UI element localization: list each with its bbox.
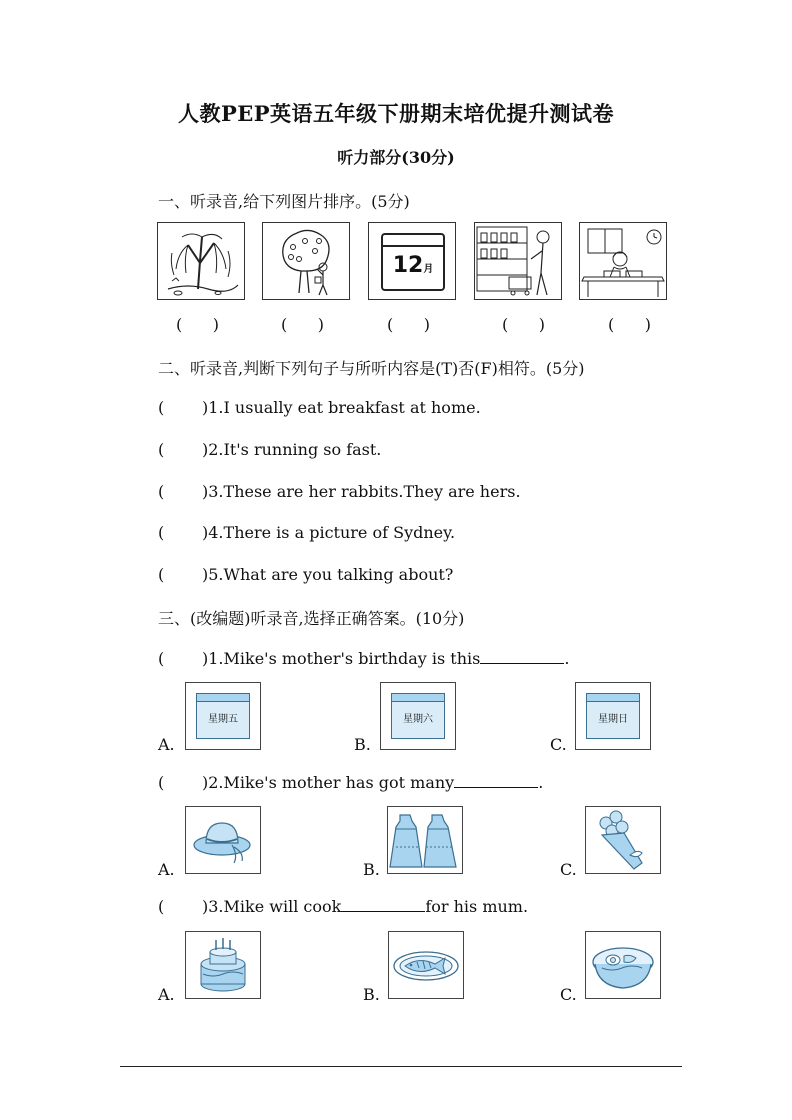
- dresses-icon: [388, 807, 462, 873]
- page-title: 人教PEP英语五年级下册期末培优提升测试卷: [177, 101, 615, 126]
- q2-option-c-letter[interactable]: C.: [560, 860, 577, 879]
- q1-option-a-picture[interactable]: [185, 682, 261, 750]
- hat-icon: [186, 807, 260, 873]
- fill-blank[interactable]: [341, 897, 425, 912]
- calendar-label: 星期日: [598, 714, 628, 725]
- fill-blank[interactable]: [480, 649, 564, 664]
- q1-option-a-letter[interactable]: A.: [158, 735, 175, 754]
- tf-sentence-5: )5.What are you talking about?: [202, 565, 454, 584]
- section2-heading: 二、听录音,判断下列句子与所听内容是(T)否(F)相符。(5分): [158, 359, 585, 378]
- calendar-label: 星期五: [208, 714, 238, 725]
- supermarket-icon: [475, 223, 561, 299]
- q3-option-c-letter[interactable]: C.: [560, 985, 577, 1004]
- answer-paren-open[interactable]: (: [158, 897, 165, 916]
- answer-paren-open[interactable]: (: [158, 565, 165, 584]
- q1-option-c-letter[interactable]: C.: [550, 735, 567, 754]
- order-blank-2[interactable]: ( ): [281, 315, 324, 334]
- answer-paren-open[interactable]: (: [158, 523, 165, 542]
- q2-option-a-letter[interactable]: A.: [158, 860, 175, 879]
- q3-option-b-picture[interactable]: [388, 931, 464, 999]
- choice-question-3: ( )3.Mike will cook for his mum.: [158, 897, 529, 916]
- footer-divider: [120, 1066, 682, 1067]
- order-blank-3[interactable]: ( ): [387, 315, 430, 334]
- section1-heading: 一、听录音,给下列图片排序。(5分): [158, 192, 410, 211]
- desk-calendar-icon: [586, 693, 640, 739]
- q3-option-c-picture[interactable]: [585, 931, 661, 999]
- section3-heading: 三、(改编题)听录音,选择正确答案。(10分): [158, 609, 465, 628]
- eating-girl-icon: [580, 223, 666, 299]
- flowers-icon: [586, 807, 660, 873]
- answer-paren-open[interactable]: (: [158, 649, 165, 668]
- answer-paren-open[interactable]: (: [158, 440, 165, 459]
- q1-option-c-picture[interactable]: [575, 682, 651, 750]
- q2-option-c-picture[interactable]: [585, 806, 661, 874]
- answer-paren-open[interactable]: (: [158, 773, 165, 792]
- fill-blank[interactable]: [454, 773, 538, 788]
- apple-tree-icon: [263, 223, 349, 299]
- calendar-label: 星期六: [403, 714, 433, 725]
- noodles-icon: [586, 932, 660, 998]
- q3-option-a-letter[interactable]: A.: [158, 985, 175, 1004]
- calendar-month-unit: 月: [423, 264, 434, 275]
- eating-at-table-picture: [579, 222, 667, 300]
- q2-option-a-picture[interactable]: [185, 806, 261, 874]
- calendar-icon: [381, 233, 445, 291]
- willow-tree-picture: [157, 222, 245, 300]
- fish-dish-icon: [389, 932, 463, 998]
- tf-sentence-2: )2.It's running so fast.: [202, 440, 382, 459]
- q3-option-b-letter[interactable]: B.: [363, 985, 380, 1004]
- choice-question-1: ( )1.Mike's mother's birthday is this .: [158, 649, 570, 668]
- tf-sentence-1: )1.I usually eat breakfast at home.: [202, 398, 481, 417]
- apple-tree-picture: [262, 222, 350, 300]
- order-blank-5[interactable]: ( ): [608, 315, 651, 334]
- calendar-number: 12: [392, 253, 424, 278]
- tf-item-3: [158, 482, 521, 501]
- order-blank-4[interactable]: ( ): [502, 315, 545, 334]
- supermarket-picture: [474, 222, 562, 300]
- listening-section-title: 听力部分(30分): [337, 148, 455, 167]
- q1-option-b-picture[interactable]: [380, 682, 456, 750]
- choice-question-2: ( )2.Mike's mother has got many .: [158, 773, 544, 792]
- tf-sentence-4: )4.There is a picture of Sydney.: [202, 523, 456, 542]
- tf-item-2: [158, 440, 381, 459]
- desk-calendar-icon: [391, 693, 445, 739]
- q3-option-a-picture[interactable]: [185, 931, 261, 999]
- q1-option-b-letter[interactable]: B.: [354, 735, 371, 754]
- tf-item-4: [158, 523, 455, 542]
- december-calendar-picture: [368, 222, 456, 300]
- tf-sentence-3: )3.These are her rabbits.They are hers.: [202, 482, 521, 501]
- q2-option-b-picture[interactable]: [387, 806, 463, 874]
- cake-icon: [186, 932, 260, 998]
- order-blank-1[interactable]: ( ): [176, 315, 219, 334]
- answer-paren-open[interactable]: (: [158, 482, 165, 501]
- desk-calendar-icon: [196, 693, 250, 739]
- q2-option-b-letter[interactable]: B.: [363, 860, 380, 879]
- tf-item-5: [158, 565, 453, 584]
- answer-paren-open[interactable]: (: [158, 398, 165, 417]
- tf-item-1: [158, 398, 481, 417]
- willow-tree-icon: [158, 223, 244, 299]
